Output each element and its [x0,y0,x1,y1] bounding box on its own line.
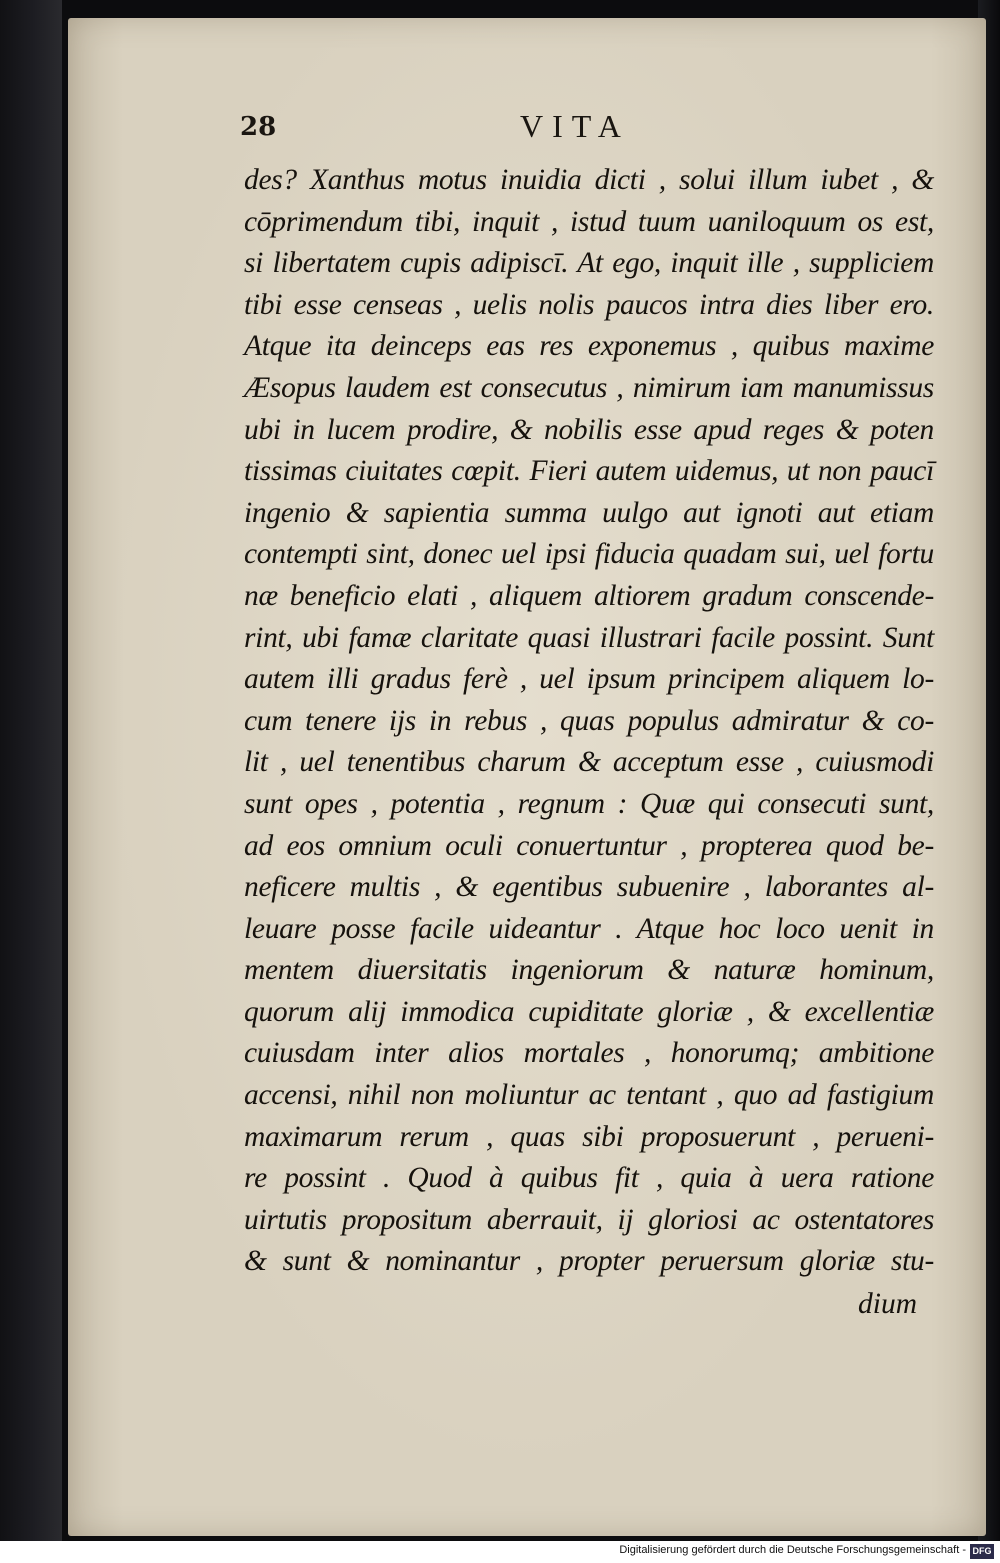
text-line: Atque ita deinceps eas res exponemus , quibus maxime [244,330,934,363]
text-line: lit , uel tenentibus charum & acceptum esse , cuiusmodi [244,746,934,779]
digitization-footer [0,1541,1000,1563]
text-line: neficere multis , & egentibus subuenire , laborantes al- [244,871,934,904]
text-line: re possint . Quod à quibus fit , quia à uera ratione [244,1162,934,1195]
dfg-logo: DFG [970,1544,994,1559]
text-line: næ beneficio elati , aliquem altiorem gradum conscende- [244,579,934,612]
page-number: 28 [240,112,277,142]
body-text [244,160,934,1283]
text-line: sunt opes , potentia , regnum : Quæ qui consecuti sunt, [244,787,934,820]
text-line: mentem diuersitatis ingeniorum & naturæ hominum, [244,954,934,987]
text-line: & sunt & nominantur , propter peruersum gloriæ stu- [244,1245,934,1278]
text-line: des? Xanthus motus inuidia dicti , solui illum iubet , & [244,164,934,196]
running-head: VITA [520,108,630,144]
text-line: Æsopus laudem est consecutus , nimirum iam manumissus [244,371,934,404]
text-line: ingenio & sapientia summa uulgo aut ignoti aut etiam [244,496,934,529]
text-line: cōprimendum tibi, inquit , istud tuum uaniloquum os est, [244,205,934,238]
book-binding-edge [0,0,62,1563]
footer-credit: Digitalisierung gefördert durch die Deutsche Forschungsgemeinschaft - [619,1544,966,1556]
text-line: ubi in lucem prodire, & nobilis esse apud reges & poten [244,413,934,446]
text-line: accensi, nihil non moliuntur ac tentant , quo ad fastigium [244,1079,934,1112]
text-line: si libertatem cupis adipiscī. At ego, inquit ille , suppliciem [244,247,934,280]
text-line: rint, ubi famæ claritate quasi illustrari facile possint. Sunt [244,621,934,654]
text-line: cum tenere ijs in rebus , quas populus admiratur & co- [244,704,934,737]
text-line: tissimas ciuitates cœpit. Fieri autem uidemus, ut non paucī [244,455,934,488]
text-line: cuiusdam inter alios mortales , honorumq; ambitione [244,1037,934,1070]
text-line: uirtutis propositum aberrauit, ij gloriosi ac ostentatores [244,1203,934,1236]
text-line: maximarum rerum , quas sibi proposuerunt , perueni- [244,1120,934,1153]
text-line: tibi esse censeas , uelis nolis paucos intra dies liber ero. [244,288,934,321]
text-line: ad eos omnium oculi conuertuntur , propterea quod be- [244,829,934,862]
text-line: contempti sint, donec uel ipsi fiducia quadam sui, uel fortu [244,538,934,571]
text-line: autem illi gradus ferè , uel ipsum principem aliquem lo- [244,663,934,696]
text-line: leuare posse facile uideantur . Atque hoc loco uenit in [244,912,934,945]
catchword: dium [858,1288,917,1320]
text-line: quorum alij immodica cupiditate gloriæ , & excellentiæ [244,995,934,1028]
